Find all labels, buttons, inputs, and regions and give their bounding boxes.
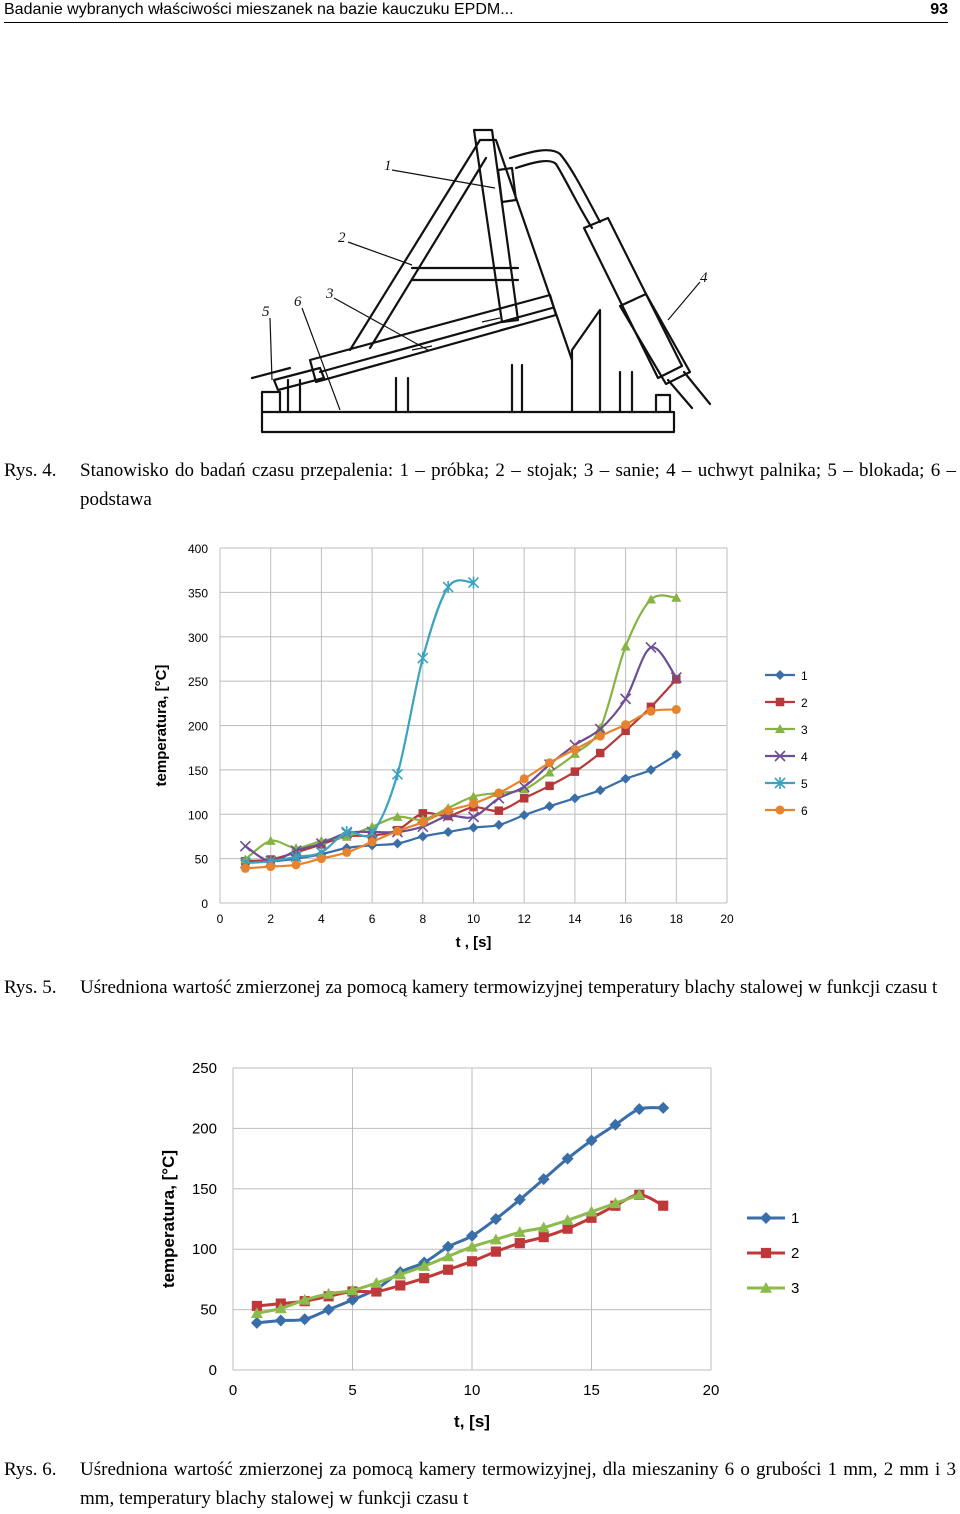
y-tick-label: 0: [201, 897, 208, 911]
series-6-point: [292, 860, 301, 869]
x-tick-label: 18: [669, 912, 683, 926]
series-1-point: [392, 839, 402, 849]
series-4: [240, 642, 681, 866]
legend-item-4: [765, 750, 808, 764]
series-2-point: [491, 1247, 501, 1257]
series-1-point: [323, 1304, 335, 1316]
y-tick-label: 150: [187, 763, 208, 778]
series-6-point: [418, 818, 427, 827]
series-1-point: [251, 1317, 263, 1329]
legend-label-3: 3: [801, 723, 808, 737]
legend-label-3: 3: [791, 1280, 800, 1297]
series-6-point: [672, 705, 681, 714]
temperature-chart-fig6: [0, 1045, 960, 1445]
figure-6-label: Rys. 6.: [4, 1459, 57, 1480]
x-tick-label: 14: [568, 912, 582, 926]
y-tick-label: 50: [200, 1301, 217, 1319]
x-tick-label: 16: [618, 912, 633, 926]
series-1-line: [257, 1108, 663, 1323]
series-2-point: [495, 806, 504, 815]
series-2-point: [596, 749, 605, 758]
legend-label-1: 1: [791, 1210, 800, 1227]
series-2-point: [571, 767, 580, 776]
legend-marker-6: [776, 806, 785, 815]
legend-label-6: 6: [801, 804, 808, 818]
series-6-point: [342, 848, 351, 857]
part-label-6: 6: [294, 294, 302, 310]
y-tick-label: 350: [187, 586, 208, 601]
figure-6-caption: [4, 1455, 956, 1513]
x-tick-label: 20: [702, 1382, 720, 1399]
series-2-point: [520, 794, 529, 803]
series-2-point: [539, 1232, 549, 1242]
y-tick-label: 50: [194, 852, 208, 867]
series-1-point: [494, 820, 504, 830]
series-2-point: [419, 1273, 429, 1283]
series-6-point: [469, 799, 478, 808]
figure-5-label: Rys. 5.: [4, 977, 57, 998]
part-label-1: 1: [384, 158, 392, 174]
series-1: [251, 1102, 669, 1329]
legend-marker-1: [775, 670, 785, 680]
x-tick-label: 5: [348, 1382, 357, 1399]
series-6-point: [368, 837, 377, 846]
x-tick-label: 0: [216, 912, 224, 926]
legend-item-1: [747, 1210, 799, 1227]
series-6-point: [317, 854, 326, 863]
series-1-point: [545, 801, 555, 811]
series-2-point: [658, 1201, 668, 1211]
y-tick-label: 150: [191, 1180, 217, 1198]
y-tick-label: 100: [191, 1241, 217, 1259]
y-tick-label: 200: [191, 1120, 217, 1138]
series-6-point: [393, 827, 402, 836]
series-6-point: [646, 707, 655, 716]
series-1-point: [646, 765, 656, 775]
series-5-point: [418, 652, 428, 664]
figure-4-label: Rys. 4.: [4, 460, 57, 481]
series-5-line: [245, 580, 473, 863]
y-tick-label: 100: [187, 808, 208, 823]
x-tick-label: 6: [368, 912, 376, 926]
temperature-chart-fig5: [0, 530, 960, 960]
legend-label-2: 2: [791, 1245, 800, 1262]
legend-item-6: [765, 804, 808, 818]
y-tick-label: 200: [187, 719, 208, 734]
legend-item-1: [765, 669, 808, 683]
figure-5-caption: [4, 973, 956, 1002]
legend-label-4: 4: [801, 750, 808, 764]
series-3-line: [245, 595, 676, 859]
figure-6-caption-text: Uśredniona wartość zmierzonej za pomocą kamery termowizyjnej, dla mieszaniny 6 o grubości 1 mm, 2 mm i 3 mm, temperatury blachy stalowej w funkcji czasu t: [80, 1459, 956, 1509]
legend-marker-2: [761, 1248, 771, 1258]
y-tick-label: 400: [187, 542, 208, 556]
series-2-point: [563, 1224, 573, 1234]
series-5: [240, 577, 478, 869]
series-2-point: [443, 1265, 453, 1275]
series-1-point: [275, 1314, 287, 1326]
figure-4-caption: [4, 456, 956, 514]
legend-label-1: 1: [801, 669, 808, 683]
series-6-point: [621, 720, 630, 729]
series-2-point: [545, 782, 554, 791]
series-1-point: [299, 1313, 311, 1325]
series-6-point: [520, 774, 529, 783]
legend-marker-2: [776, 698, 785, 707]
test-stand-drawing: [200, 110, 760, 450]
x-tick-label: 8: [419, 912, 427, 926]
series-3: [251, 1189, 645, 1318]
x-tick-label: 4: [318, 912, 325, 926]
series-6-point: [596, 732, 605, 741]
legend-label-5: 5: [801, 777, 808, 791]
series-6-point: [241, 864, 250, 873]
y-tick-label: 250: [191, 1060, 217, 1077]
x-tick-label: 20: [720, 912, 734, 926]
figure-4-caption-text: Stanowisko do badań czasu przepalenia: 1 – próbka; 2 – stojak; 3 – sanie; 4 – uchwyt palnika; 5 – blokada; 6 – podstawa: [80, 460, 956, 510]
series-2-point: [515, 1238, 525, 1248]
legend-item-2: [747, 1245, 799, 1262]
series-3: [240, 593, 681, 864]
y-axis-title: temperatura, [°C]: [159, 1149, 178, 1289]
series-6-point: [494, 788, 503, 797]
x-axis-title: t, [s]: [454, 1412, 490, 1431]
series-1-point: [443, 827, 453, 837]
series-1-point: [469, 823, 479, 833]
legend-label-2: 2: [801, 696, 808, 710]
series-2-point: [371, 1286, 381, 1296]
series-6-point: [266, 862, 275, 871]
y-axis-title: temperatura, [°C]: [153, 664, 170, 787]
part-label-5: 5: [262, 304, 270, 320]
x-axis-title: t , [s]: [455, 934, 492, 951]
x-tick-label: 0: [228, 1382, 238, 1399]
series-5-point: [392, 768, 402, 780]
series-1-point: [595, 785, 605, 795]
legend-item-3: [765, 723, 808, 737]
y-tick-label: 300: [187, 630, 208, 645]
running-header: [4, 0, 948, 23]
legend-item-2: [765, 696, 808, 710]
legend-item-5: [765, 777, 808, 791]
x-tick-label: 10: [466, 912, 481, 926]
burner-holder: [510, 150, 710, 408]
series-1-point: [657, 1102, 669, 1114]
page-number: 93: [930, 1, 948, 18]
series-2-point: [467, 1256, 477, 1266]
series-1-point: [621, 774, 631, 784]
series-6-point: [570, 745, 579, 754]
series-5-point: [443, 581, 453, 593]
x-tick-label: 10: [463, 1382, 481, 1399]
y-tick-label: 0: [208, 1362, 217, 1379]
part-label-2: 2: [338, 230, 346, 246]
y-tick-label: 250: [187, 675, 208, 690]
part-label-4: 4: [700, 270, 708, 286]
x-tick-label: 2: [267, 912, 275, 926]
series-3-point: [621, 642, 631, 651]
series-2-point: [395, 1280, 405, 1290]
series-4-point: [240, 841, 250, 851]
x-tick-label: 12: [517, 912, 531, 926]
legend-marker-1: [760, 1212, 772, 1224]
series-1-point: [418, 831, 428, 841]
series-6-point: [444, 806, 453, 815]
series-6-point: [545, 758, 554, 767]
part-label-3: 3: [326, 286, 334, 302]
series-1-point: [570, 793, 580, 803]
series-1-point: [633, 1103, 645, 1115]
figure-5-caption-text: Uśredniona wartość zmierzonej za pomocą kamery termowizyjnej temperatury blachy stalowej w funkcji czasu t: [80, 977, 938, 998]
running-title: Badanie wybranych właściwości mieszanek na bazie kauczuku EPDM...: [4, 1, 514, 18]
legend-item-3: [747, 1280, 799, 1297]
series-1-point: [519, 810, 529, 820]
x-tick-label: 15: [583, 1382, 600, 1399]
